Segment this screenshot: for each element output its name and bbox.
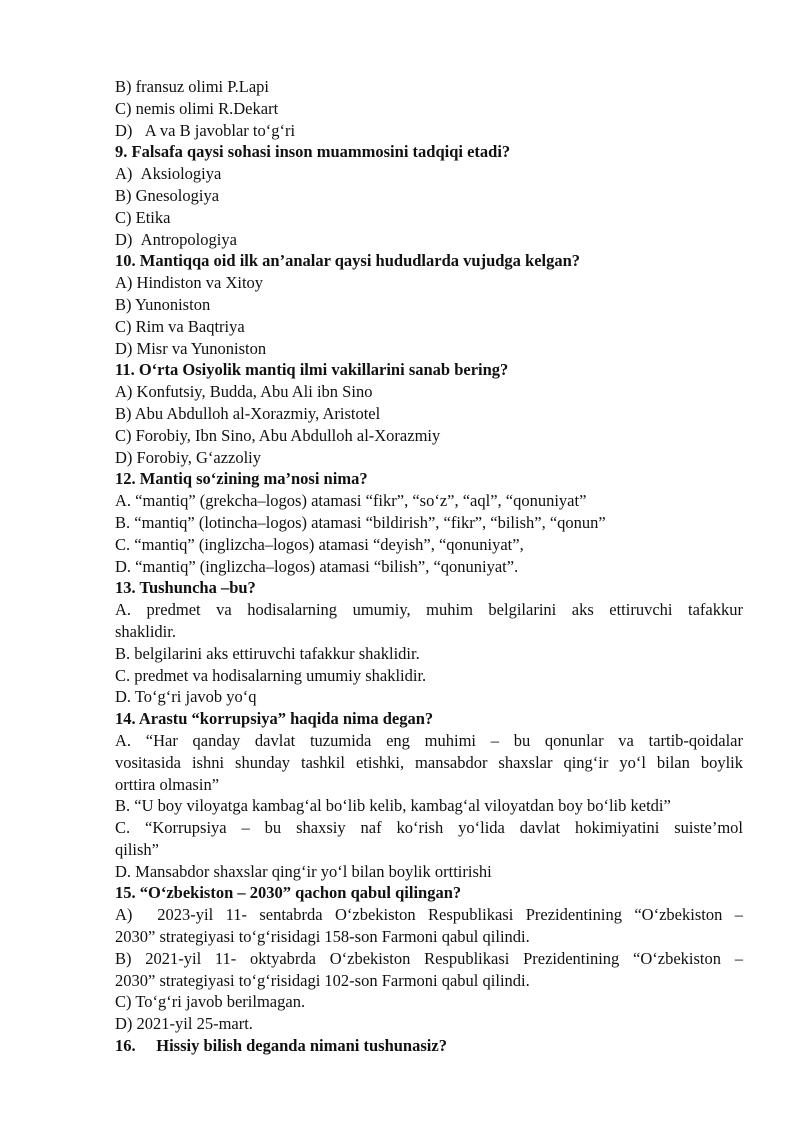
answer-option-continuation: 2030” strategiyasi to‘g‘risidagi 102-son Farmoni qabul qilindi. (115, 970, 530, 990)
answer-option: C) Forobiy, Ibn Sino, Abu Abdulloh al-Xorazmiy (115, 425, 441, 445)
question-10: 10. Mantiqqa oid ilk an’analar qaysi hududlarda vujudga kelgan? (115, 251, 581, 271)
answer-option: C) Rim va Baqtriya (115, 316, 245, 336)
answer-option-continuation: qilish” (115, 839, 159, 859)
document-page (115, 76, 743, 1057)
answer-option: C) Etika (115, 207, 171, 227)
answer-option: C. “Korrupsiya – bu shaxsiy naf ko‘rish yo‘lida davlat hokimiyatini suiste’mol (115, 818, 743, 838)
answer-option: D) Misr va Yunoniston (115, 338, 267, 358)
question-14: 14. Arastu “korrupsiya” haqida nima degan? (115, 709, 434, 729)
answer-option: A) Konfutsiy, Budda, Abu Ali ibn Sino (115, 382, 373, 402)
answer-option: A. predmet va hodisalarning umumiy, muhim belgilarini aks ettiruvchi tafakkur (115, 600, 743, 620)
answer-option: C. predmet va hodisalarning umumiy shaklidir. (115, 665, 427, 685)
answer-option: C. “mantiq” (inglizcha–logos) atamasi “deyish”, “qonuniyat”, (115, 534, 524, 554)
answer-option: D) Forobiy, G‘azzoliy (115, 447, 262, 467)
answer-option: B. belgilarini aks ettiruvchi tafakkur shaklidir. (115, 643, 420, 663)
answer-option: A) 2023-yil 11- sentabrda O‘zbekiston Respublikasi Prezidentining “O‘zbekiston – (115, 905, 743, 925)
answer-option-continuation: orttira olmasin” (115, 774, 220, 794)
answer-option: B) fransuz olimi P.Lapi (115, 77, 269, 96)
answer-option-continuation: shaklidir. (115, 621, 176, 641)
answer-option: A) Aksiologiya (115, 164, 222, 184)
answer-option-continuation: vositasida ishni shunday tashkil etishki, mansabdor shaxslar qing‘ir yo‘l bilan boylik (115, 752, 743, 772)
answer-option: A. “Har qanday davlat tuzumida eng muhimi – bu qonunlar va tartib-qoidalar (115, 730, 743, 750)
question-12: 12. Mantiq so‘zining ma’nosi nima? (115, 469, 368, 489)
answer-option: C) nemis olimi R.Dekart (115, 98, 279, 118)
answer-option: D) 2021-yil 25-mart. (115, 1014, 253, 1034)
question-15: 15. “O‘zbekiston – 2030” qachon qabul qilingan? (115, 883, 462, 903)
answer-option: B. “U boy viloyatga kambag‘al bo‘lib kelib, kambag‘al viloyatdan boy bo‘lib ketdi” (115, 796, 671, 816)
answer-option: D) A va B javoblar to‘g‘ri (115, 120, 296, 140)
answer-option: B) Yunoniston (115, 294, 211, 314)
question-9: 9. Falsafa qaysi sohasi inson muammosini tadqiqi etadi? (115, 142, 511, 162)
answer-option: B) Abu Abdulloh al-Xorazmiy, Aristotel (115, 403, 381, 423)
question-13: 13. Tushuncha –bu? (115, 578, 256, 598)
answer-option: D. Mansabdor shaxslar qing‘ir yo‘l bilan boylik orttirishi (115, 861, 492, 881)
answer-option: B) 2021-yil 11- oktyabrda O‘zbekiston Respublikasi Prezidentining “O‘zbekiston – (115, 948, 743, 968)
answer-option-continuation: 2030” strategiyasi to‘g‘risidagi 158-son Farmoni qabul qilindi. (115, 927, 530, 947)
answer-option: D. “mantiq” (inglizcha–logos) atamasi “bilish”, “qonuniyat”. (115, 556, 519, 576)
answer-option: A) Hindiston va Xitoy (115, 273, 264, 293)
answer-option: C) To‘g‘ri javob berilmagan. (115, 992, 306, 1012)
answer-option: A. “mantiq” (grekcha–logos) atamasi “fikr”, “so‘z”, “aql”, “qonuniyat” (115, 491, 587, 511)
answer-option: D) Antropologiya (115, 229, 237, 249)
answer-option: B) Gnesologiya (115, 185, 220, 205)
question-11: 11. O‘rta Osiyolik mantiq ilmi vakillarini sanab bering? (115, 360, 509, 380)
question-16: 16. Hissiy bilish deganda nimani tushunasiz? (115, 1036, 447, 1056)
answer-option: B. “mantiq” (lotincha–logos) atamasi “bildirish”, “fikr”, “bilish”, “qonun” (115, 512, 606, 532)
answer-option: D. To‘g‘ri javob yo‘q (115, 687, 257, 707)
